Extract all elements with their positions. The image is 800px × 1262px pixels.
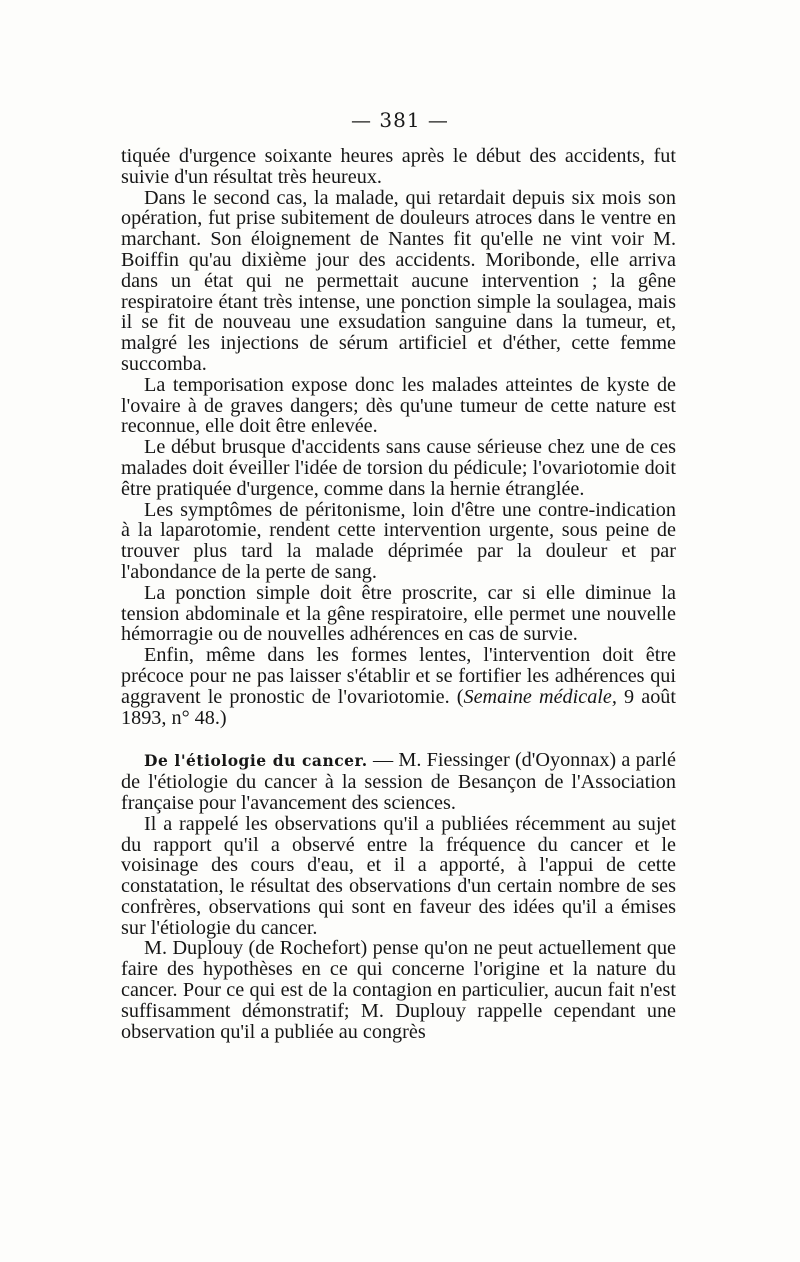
paragraph-ponction: La ponction simple doit être proscrite, car si elle diminue la tension abdominale et la gêne respiratoire, elle permet une nouvelle hémorragie ou de nouvelles adhérences en cas de survie.	[121, 581, 676, 646]
conclusion-text: Enfin, même dans les formes lentes, l'intervention doit être précoce pour ne pas laisser s'établir et se fortifier les adhérences qui aggravent le pronostic de l'ovariotomie. (	[121, 644, 676, 708]
page-number: — 381 —	[351, 108, 449, 132]
section-heading: De l'étiologie du cancer.	[144, 751, 368, 771]
body-text	[121, 146, 676, 1042]
paragraph-continuation: tiquée d'urgence soixante heures après le début des accidents, fut suivie d'un résultat très heureux.	[121, 145, 676, 188]
paragraph-temporisation: La temporisation expose donc les malades atteintes de kyste de l'ovaire à de graves dangers; dès qu'une tumeur de cette nature est reconnue, elle doit être enlevée.	[121, 373, 676, 438]
citation-source: Semaine médicale,	[463, 685, 617, 708]
paragraph-second-case: Dans le second cas, la malade, qui retardait depuis six mois son opération, fut prise subitement de douleurs atroces dans le ventre en marchant. Son éloignement de Nantes fit qu'elle ne vint voir M. Boiffin qu'au dixième jour des accidents. Moribonde, elle arriva dans un état qui ne permettait aucune intervention ; la gêne respiratoire étant très intense, une ponction simple la soulagea, mais il se fit de nouveau une exsudation sanguine dans la tumeur, et, malgré les injections de sérum artificiel et d'éther, cette femme succomba.	[121, 186, 676, 375]
paragraph-symptomes: Les symptômes de péritonisme, loin d'être une contre-indication à la laparotomie, rendent cette intervention urgente, sous peine de trouver plus tard la malade déprimée par la douleur et par l'abondance de la perte de sang.	[121, 498, 676, 583]
paragraph-etiologie	[121, 750, 676, 813]
citation-date: 9 août 1893, n° 48.)	[121, 685, 676, 729]
paragraph-duplouy: M. Duplouy (de Rochefort) pense qu'on ne peut actuellement que faire des hypothèses en ce qui concerne l'origine et la nature du cancer. Pour ce qui est de la contagion en particulier, aucun fait n'est suffisamment démonstratif; M. Duplouy rappelle cependant une observation qu'il a publiée au congrès	[121, 937, 676, 1043]
paragraph-observations: Il a rappelé les observations qu'il a publiées récemment au sujet du rapport qu'il a observé entre la fréquence du cancer et le voisinage des cours d'eau, et il a apporté, à l'appui de cette constatation, le résultat des observations d'un certain nombre de ses confrères, observations qui sont en faveur des idées qu'il a émises sur l'étiologie du cancer.	[121, 812, 676, 939]
etiologie-text: — M. Fiessinger (d'Oyonnax) a parlé de l'étiologie du cancer à la session de Besançon de l'Association française pour l'avancement des sciences.	[121, 749, 676, 814]
paragraph-debut-brusque: Le début brusque d'accidents sans cause sérieuse chez une de ces malades doit éveiller l'idée de torsion du pédicule; l'ovariotomie doit être pratiquée d'urgence, comme dans la hernie étranglée.	[121, 436, 676, 500]
paragraph-conclusion	[121, 645, 676, 728]
